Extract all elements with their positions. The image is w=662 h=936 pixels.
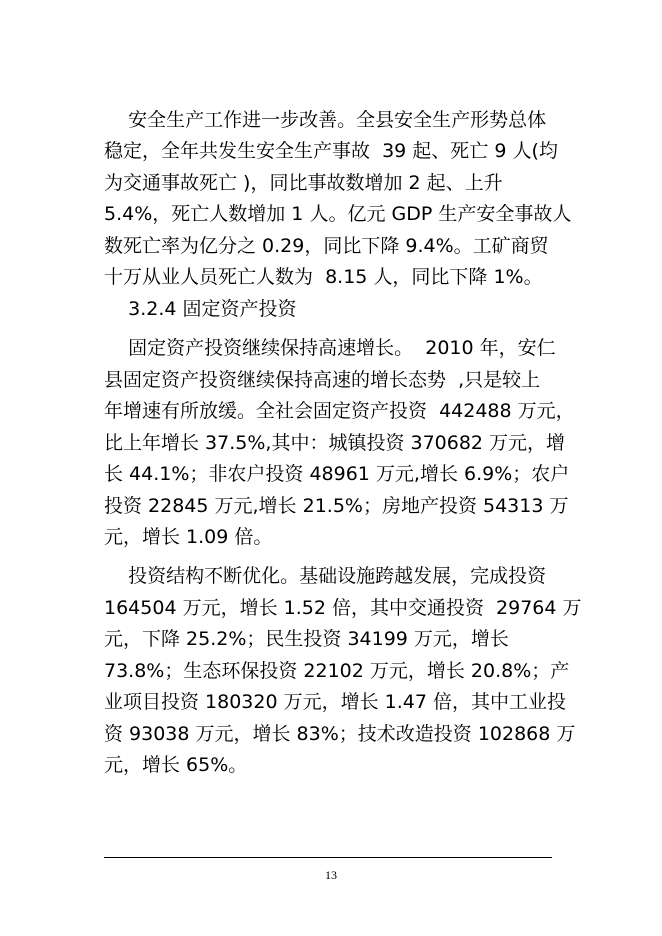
paragraph-2-line-3: 年增速有所放缓。全社会固定资产投资 442488 万元， bbox=[104, 400, 575, 422]
paragraph-3-line-1: 投资结构不断优化。基础设施跨越发展，完成投资 bbox=[104, 565, 547, 587]
paragraph-3-line-4: 73.8%；生态环保投资 22102 万元，增长 20.8%；产 bbox=[104, 660, 570, 682]
paragraph-2-line-5: 长 44.1%；非农户投资 48961 万元,增长 6.9%；农户 bbox=[104, 463, 570, 485]
paragraph-1-line-2: 稳定，全年共发生安全生产事故 39 起、死亡 9 人(均 bbox=[104, 140, 558, 162]
paragraph-2-line-1: 固定资产投资继续保持高速增长。 2010 年，安仁 bbox=[104, 337, 556, 359]
paragraph-2-line-6: 投资 22845 万元,增长 21.5%；房地产投资 54313 万 bbox=[104, 495, 569, 517]
paragraph-3-line-7: 元，增长 65%。 bbox=[104, 754, 248, 776]
paragraph-3-line-5: 业项目投资 180320 万元，增长 1.47 倍，其中工业投 bbox=[104, 691, 566, 713]
paragraph-1-line-4: 5.4%，死亡人数增加 1 人。亿元 GDP 生产安全事故人 bbox=[104, 203, 572, 225]
paragraph-2-line-2: 县固定资产投资继续保持高速的增长态势 ,只是较上 bbox=[104, 369, 541, 391]
paragraph-1-line-3: 为交通事故死亡 )，同比事故数增加 2 起、上升 bbox=[104, 172, 503, 194]
paragraph-3-line-3: 元，下降 25.2%；民生投资 34199 万元，增长 bbox=[104, 628, 509, 650]
footer-divider bbox=[104, 857, 552, 858]
paragraph-1-line-1: 安全生产工作进一步改善。全县安全生产形势总体 bbox=[104, 109, 547, 131]
paragraph-2-line-4: 比上年增长 37.5%,其中：城镇投资 370682 万元，增 bbox=[104, 432, 566, 454]
section-heading: 3.2.4 固定资产投资 bbox=[104, 298, 297, 320]
paragraph-1-line-5: 数死亡率为亿分之 0.29，同比下降 9.4%。工矿商贸 bbox=[104, 235, 549, 257]
paragraph-1-line-6: 十万从业人员死亡人数为 8.15 人，同比下降 1%。 bbox=[104, 266, 543, 288]
paragraph-2-line-7: 元，增长 1.09 倍。 bbox=[104, 526, 273, 548]
page-number: 13 bbox=[325, 868, 337, 882]
paragraph-3-line-2: 164504 万元，增长 1.52 倍，其中交通投资 29764 万 bbox=[104, 597, 582, 619]
paragraph-3-line-6: 资 93038 万元，增长 83%；技术改造投资 102868 万 bbox=[104, 723, 576, 745]
